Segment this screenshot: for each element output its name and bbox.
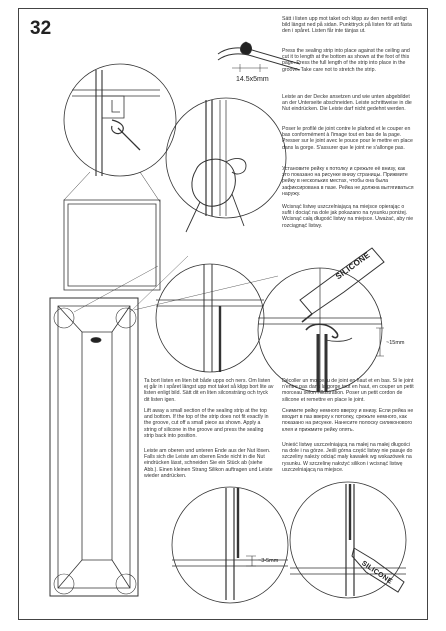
strip-size-label: 14.5x5mm (236, 76, 269, 83)
gap-right-label: ~15mm (386, 340, 405, 346)
text-ru-bottom: Снимите рейку немного вверху и внизу. Если рейка не входит в паз вверху к потолку, срежьте немного, как показано на рисунке. Нанесите полоску силиконового клея и прижмите рейку опять. (282, 408, 414, 433)
text-en-bottom: Lift away a small section of the sealing strip at the top and bottom. If the top of the strip does not fit exactly in the groove, cut off a small piece as shown. Apply a string of silicone in the groove and press the sealing strip back into position. (144, 408, 269, 439)
silicone-label-bottom: SILICONE (360, 560, 394, 586)
text-de-top: Leiste an der Decke ansetzen und wie unten abgebildet an der Unterseite abschneiden. Leiste schrittweise in die Nut eindrücken. Die Leiste darf nicht gedehnt werden. (282, 94, 412, 113)
text-ru-top: Установите рейку к потолку и срежьте её внизу, как это показано на рисунке внизу страницы. Прижмите рейку в нескольких местах, чтобы она была зафиксирована в пазе. Рейка не должна вытягиваться наружу. (282, 166, 414, 197)
text-en-top: Press the sealing strip into place against the ceiling and cut it to length at the bottom as shown at the foot of this page. Press the full length of the strip into place in the groove. Take care not to stretch the strip. (282, 48, 410, 73)
text-sv-top: Sätt i listen upp mot taket och klipp av den nertill enligt bild längst ned på sidan. Punkttryck på listen för att fästa den i spåret. Listen får inte tänjas ut. (282, 16, 412, 35)
page-number: 32 (30, 18, 52, 39)
detail-circle-silicone-top (258, 248, 384, 392)
detail-circle-bottom-cut (172, 487, 288, 603)
small-wardrobe (64, 200, 160, 290)
detail-circle-press-strip (166, 98, 286, 232)
text-sv-bottom: Ta bort listen en liten bit både upps och ners. Om listen ej går in i spåret längst upp mot taket så klipp bort lite av listen enligt bild. Sätt dit en liten silconsträng och tryck dit listen igen. (144, 378, 274, 403)
text-de-bottom: Leiste am oberen und unteren Ende aus der Nut lösen. Falls sich die Leiste am oberen Ende nicht in die Nut eindrücken lässt, schneiden Sie ein Stück ab (siehe Abb.). Einen kleinen Strang Silikon auftragen und Leiste wieder andrücken. (144, 448, 273, 479)
silicone-label-top: SILICONE (334, 250, 372, 282)
text-pl-top: Wcisnąć listwę uszczelniającą na miejsce opierając o sufit i dociąć na dole jak pokazano na rysunku poniżej. Wcisnąć całą długość listwy na miejsce. Uważać, aby nie rozciągnąć listwy. (282, 204, 414, 229)
text-fr-top: Poser le profilé de joint contre le plafond et le couper en bas conformément à l'image tout en bas de la page. Presser sur le joint avec le pouce pour le mettre en place dans la gorge. S'assurer que le joint ne s'allonge pas. (282, 126, 413, 151)
text-fr-bottom: Décoller un morceau de joint en haut et en bas. Si le joint n'entre pas dans la gorge tout en haut, en couper un petit morceau selon l'illustration. Poser un petit cordon de silicone et remettre en place le joint. (282, 378, 414, 403)
detail-circle-top-gap (156, 264, 264, 372)
gap-bottom-label: ~3-5mm (258, 558, 279, 564)
text-pl-bottom: Unieść listwę uszczelniającą na małej na małej długości na dole i na górze. Jeśli górna część listwy nie pasuje do szczeliny należy odciąć mały kawałek wg wskazówek na rysunku. W szczelinę nałożyć silikon i wcisnąć listwę uszczelniającą na miejsce. (282, 442, 413, 473)
detail-circle-corner (64, 64, 176, 176)
